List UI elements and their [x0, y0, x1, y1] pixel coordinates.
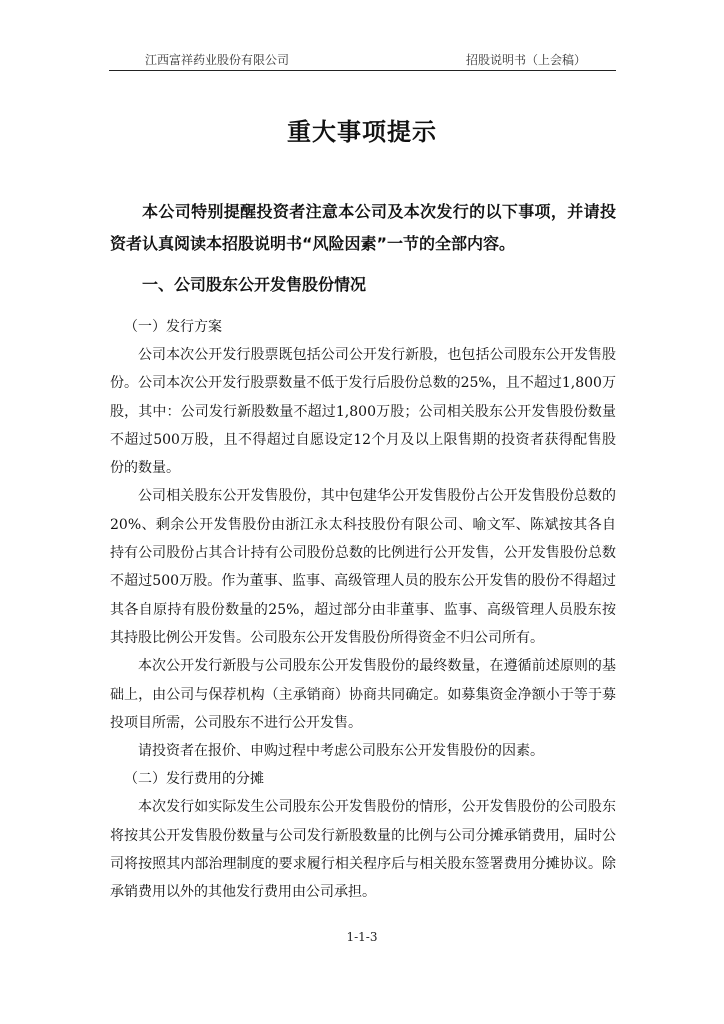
paragraph-issuance-plan-1: 公司本次公开发行股票既包括公司公开发行新股，也包括公司股东公开发售股份。公司本次公开发行股票数量不低于发行后股份总数的25%，且不超过1,800万股，其中：公司发行新股数量不超过1,800万股；公司相关股东公开发售股份数量不超过500万股，且不得超过自愿设定12个月及以上限售期的投资者获得配售股份的数量。: [110, 347, 616, 477]
paragraph-issuance-plan-3: 本次公开发行新股与公司股东公开发售股份的最终数量，在遵循前述原则的基础上，由公司与保荐机构（主承销商）协商共同确定。如募集资金净额小于等于募投项目所需，公司股东不进行公开发售。: [110, 658, 616, 731]
page-title: 重大事项提示: [287, 118, 437, 146]
main-content: [110, 196, 616, 907]
paragraph-issuance-plan-4: 请投资者在报价、申购过程中考虑公司股东公开发售股份的因素。: [138, 743, 544, 760]
intro-notice: 本公司特别提醒投资者注意本公司及本次发行的以下事项，并请投资者认真阅读本招股说明书“风险因素”一节的全部内容。: [110, 202, 616, 253]
header-company-name: 江西富祥药业股份有限公司: [145, 53, 290, 67]
paragraph-fee-allocation-1: 本次发行如实际发生公司股东公开发售股份的情形，公开发售股份的公司股东将按其公开发售股份数量与公司发行新股数量的比例与公司分摊承销费用，届时公司将按照其内部治理制度的要求履行相关程序后与相关股东签署费用分摊协议。除承销费用以外的其他发行费用由公司承担。: [110, 799, 616, 901]
page-number: 1-1-3: [346, 930, 378, 944]
subsection-heading-fee-allocation: （二）发行费用的分摊: [124, 771, 264, 788]
subsection-heading-issuance-plan: （一）发行方案: [124, 319, 222, 335]
paragraph-issuance-plan-2: 公司相关股东公开发售股份，其中包建华公开发售股份占公开发售股份总数的20%、剩余公开发售股份由浙江永太科技股份有限公司、喻文军、陈斌按其各自持有公司股份占其合计持有公司股份总数的比例进行公开发售，公开发售股份总数不超过500万股。作为董事、监事、高级管理人员的股东公开发售的股份不得超过其各自原持有股份数量的25%，超过部分由非董事、监事、高级管理人员股东按其持股比例公开发售。公司股东公开发售股份所得资金不归公司所有。: [110, 488, 616, 646]
section-heading-shareholder-offering: 一、公司股东公开发售股份情况: [142, 275, 367, 294]
page-header: [109, 50, 616, 71]
header-document-type: 招股说明书（上会稿）: [465, 53, 586, 67]
